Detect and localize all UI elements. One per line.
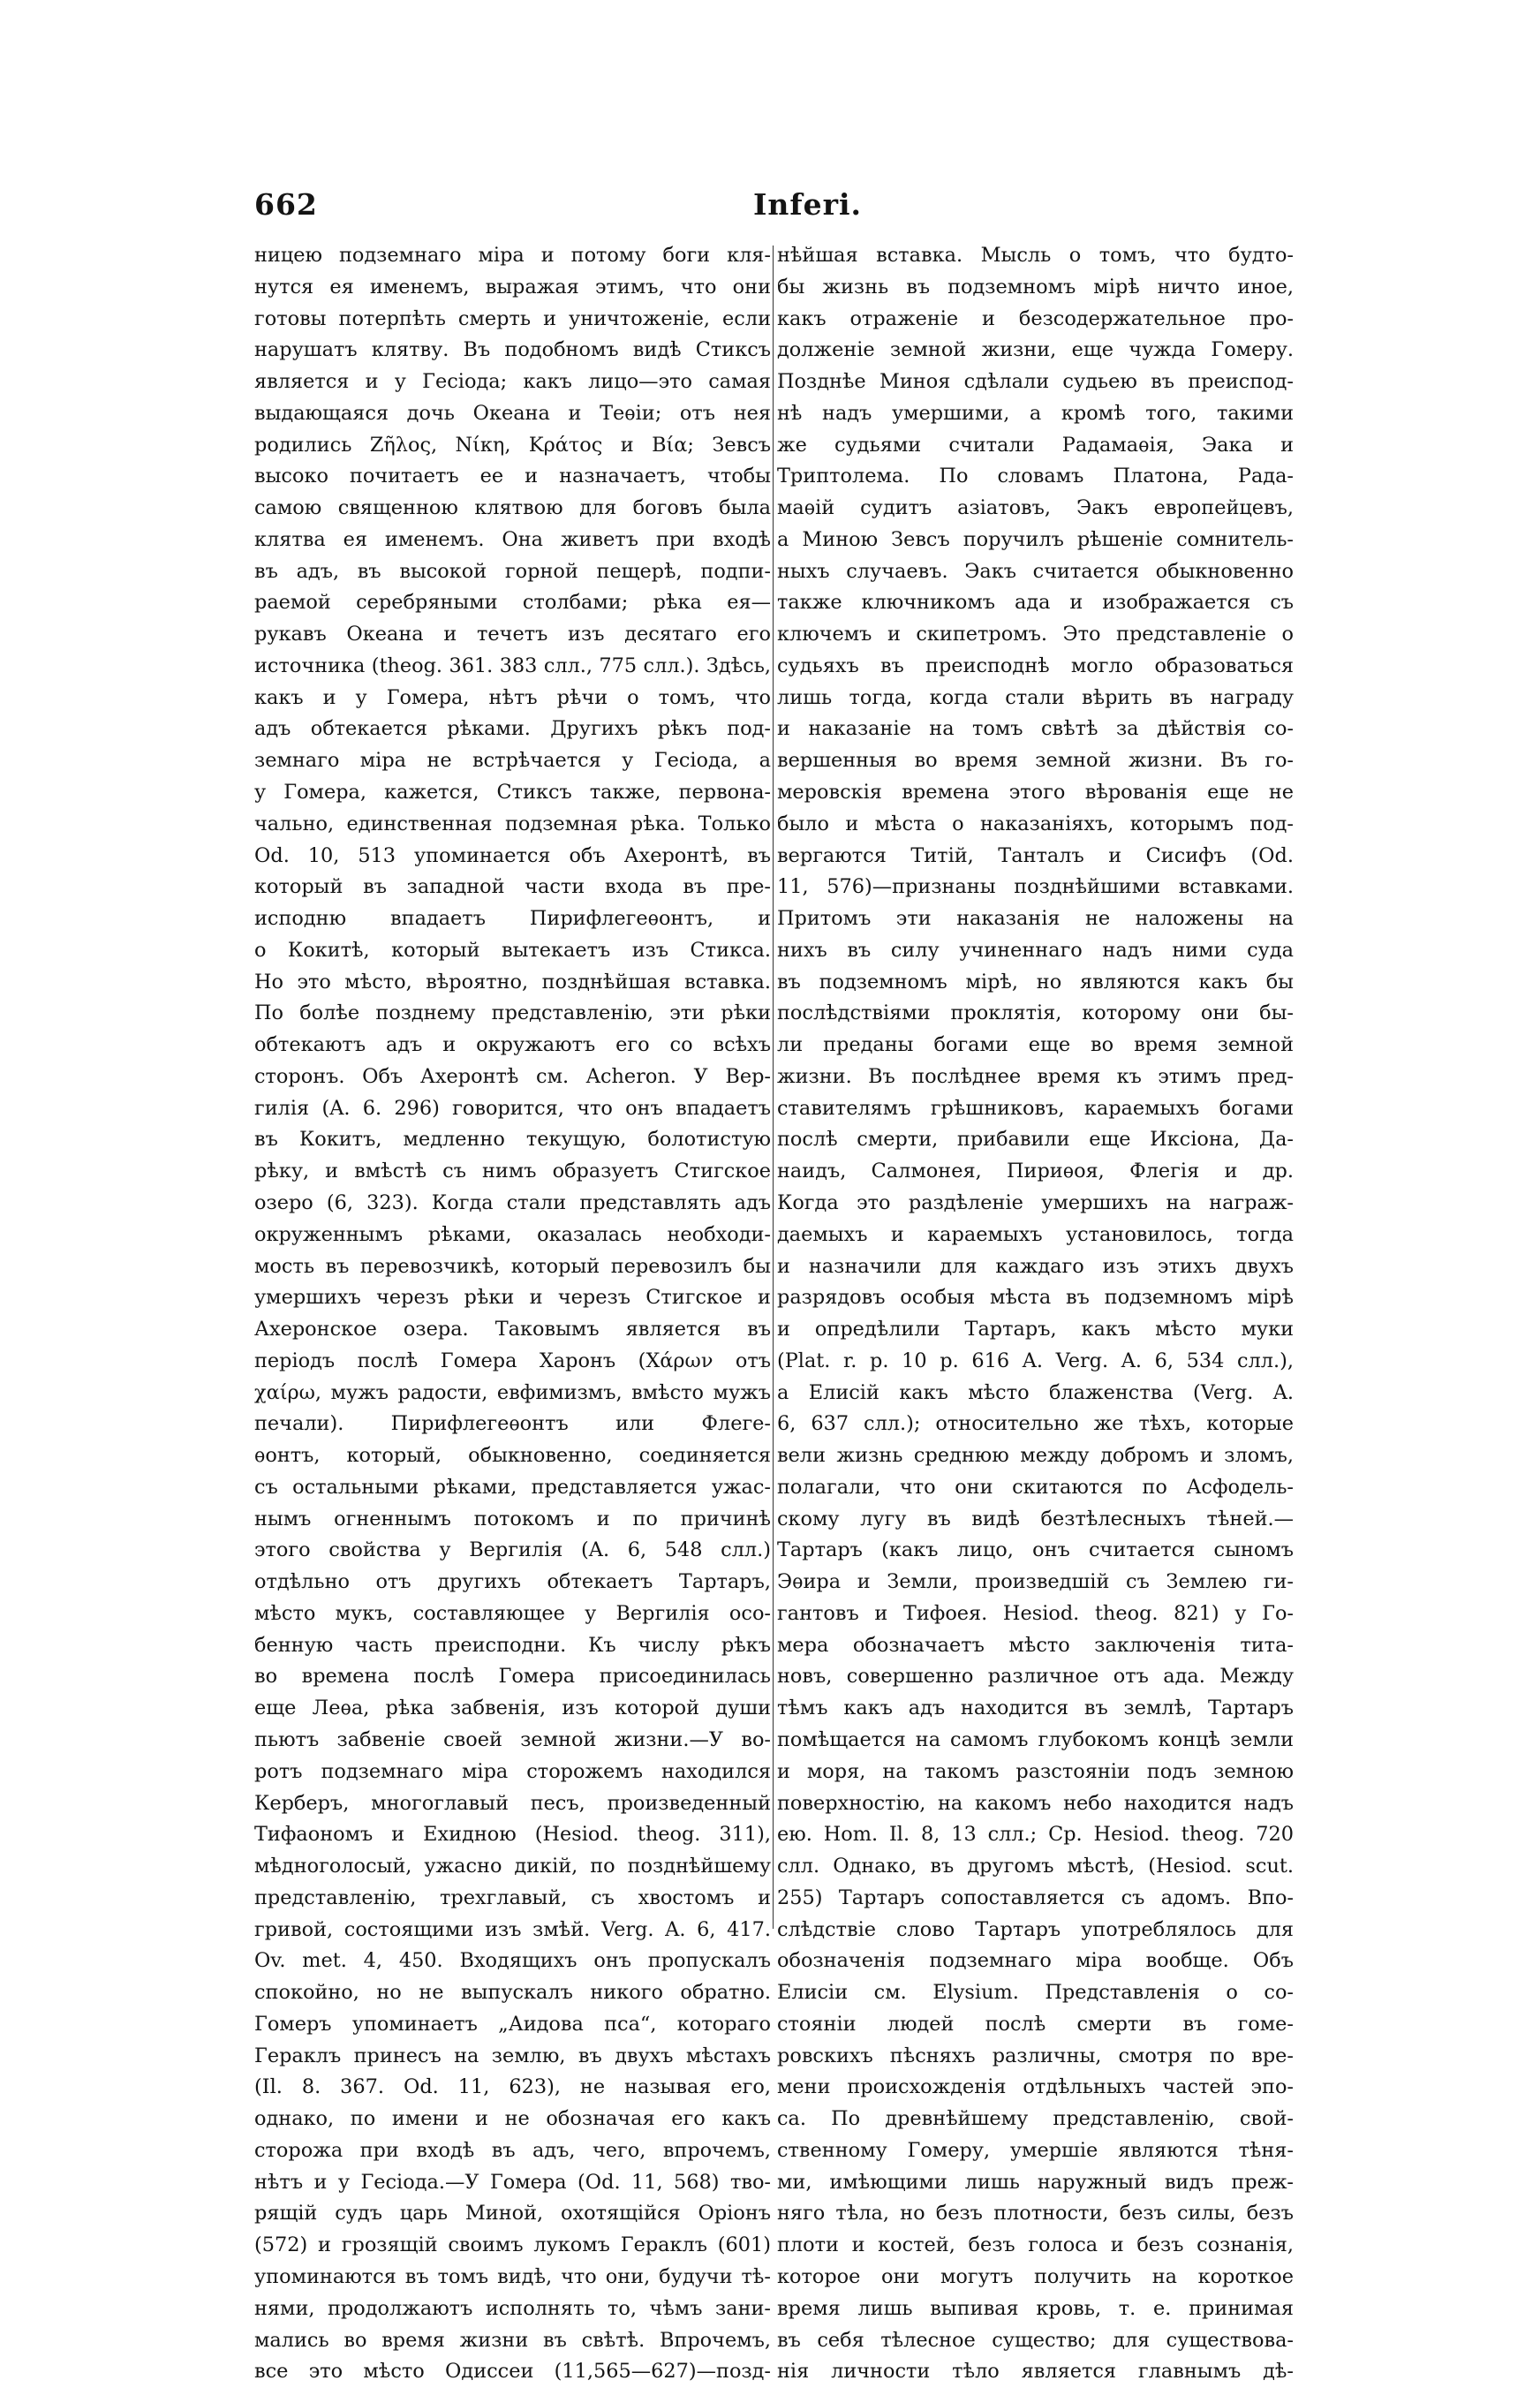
text-line: ею. Hom. Il. 8, 13 слл.; Ср. Hesiod. theog. 720 bbox=[777, 1823, 1294, 1847]
text-line: еще Леѳа, рѣка забвенія, изъ которой души bbox=[254, 1697, 771, 1720]
text-line: у Гомера, кажется, Стиксъ также, первона- bbox=[254, 781, 771, 805]
text-line: и моря, на такомъ разстояніи подъ земною bbox=[777, 1759, 1294, 1783]
text-line: разрядовъ особыя мѣста въ подземномъ мірѣ bbox=[777, 1286, 1294, 1310]
text-line: послѣ смерти, прибавили еще Иксіона, Да- bbox=[777, 1128, 1294, 1152]
text-line: ныхъ случаевъ. Эакъ считается обыкновенно bbox=[777, 559, 1294, 583]
text-line: бенную часть преисподни. Къ числу рѣкъ bbox=[254, 1633, 771, 1657]
text-line: даемыхъ и караемыхъ установилось, тогда bbox=[777, 1222, 1294, 1246]
text-line: печали). Пирифлегеѳонтъ или Флеге- bbox=[254, 1412, 771, 1436]
text-line: нія личности тѣло является главнымъ дѣ- bbox=[777, 2360, 1294, 2384]
text-line: клятва ея именемъ. Она живетъ при входѣ bbox=[254, 527, 771, 551]
text-line: которое они могутъ получить на короткое bbox=[777, 2265, 1294, 2288]
text-line: является и у Гесіода; какъ лицо—это самая bbox=[254, 370, 771, 394]
text-line: полагали, что они скитаются по Асфодель- bbox=[777, 1475, 1294, 1499]
text-line: мени происхожденія отдѣльныхъ частей эпо- bbox=[777, 2075, 1294, 2099]
text-line: ли преданы богами еще во время земной bbox=[777, 1033, 1294, 1057]
text-line: ключемъ и скипетромъ. Это представленіе о bbox=[777, 623, 1294, 646]
text-line: слѣдствіе слово Тартаръ употреблялось для bbox=[777, 1917, 1294, 1941]
text-line: вергаются Титій, Танталъ и Сисифъ (Od. bbox=[777, 843, 1294, 867]
text-line: новъ, совершенно различное отъ ада. Между bbox=[777, 1665, 1294, 1689]
text-line: адъ обтекается рѣками. Другихъ рѣкъ под- bbox=[254, 717, 771, 741]
text-line: этого свойства у Вергилія (A. 6, 548 слл.) bbox=[254, 1538, 771, 1562]
text-line: ровскихъ пѣсняхъ различны, смотря по вре- bbox=[777, 2044, 1294, 2067]
text-line: жизни. Въ послѣднее время къ этимъ пред- bbox=[777, 1064, 1294, 1088]
text-line: выдающаяся дочь Океана и Теѳіи; отъ нея bbox=[254, 401, 771, 425]
text-line: земнаго міра не встрѣчается у Гесіода, а bbox=[254, 749, 771, 773]
text-line: отдѣльно отъ другихъ обтекаетъ Тартаръ, bbox=[254, 1570, 771, 1594]
text-line: какъ и у Гомера, нѣтъ рѣчи о томъ, что bbox=[254, 685, 771, 709]
text-line: чально, единственная подземная рѣка. Только bbox=[254, 812, 771, 835]
text-line: все это мѣсто Одиссеи (11,565—627)—позд- bbox=[254, 2360, 771, 2384]
text-line: высоко почитаетъ ее и назначаетъ, чтобы bbox=[254, 465, 771, 488]
text-line: Гераклъ принесъ на землю, въ двухъ мѣстахъ bbox=[254, 2044, 771, 2067]
text-line: маѳій судитъ азіатовъ, Эакъ европейцевъ, bbox=[777, 496, 1294, 520]
text-line: По болѣе позднему представленію, эти рѣки bbox=[254, 1001, 771, 1025]
text-line: нями, продолжаютъ исполнять то, чѣмъ зани- bbox=[254, 2296, 771, 2320]
text-line: мера обозначаетъ мѣсто заключенія тита- bbox=[777, 1633, 1294, 1657]
text-line: Тифаономъ и Ехидною (Hesiod. theog. 311), bbox=[254, 1823, 771, 1847]
text-line: гривой, состоящими изъ змѣй. Verg. A. 6, 417. bbox=[254, 1917, 771, 1941]
text-line: ми, имѣющими лишь наружный видъ преж- bbox=[777, 2170, 1294, 2194]
text-line: окруженнымъ рѣками, оказалась необходи- bbox=[254, 1222, 771, 1246]
text-line: (Plat. r. p. 10 p. 616 A. Verg. A. 6, 534 слл.), bbox=[777, 1349, 1294, 1372]
left-text-column bbox=[254, 240, 771, 2388]
text-line: источника (theog. 361. 383 слл., 775 слл.). Здѣсь, bbox=[254, 654, 771, 677]
text-line: Елисіи см. Elysium. Представленія о со- bbox=[777, 1981, 1294, 2005]
text-line: нѣ надъ умершими, а кромѣ того, такими bbox=[777, 401, 1294, 425]
text-line: пьютъ забвеніе своей земной жизни.—У во- bbox=[254, 1727, 771, 1751]
text-line: нымъ огненнымъ потокомъ и по причинѣ bbox=[254, 1507, 771, 1530]
text-line: самою священною клятвою для боговъ была bbox=[254, 496, 771, 520]
text-line: однако, по имени и не обозначая его какъ bbox=[254, 2107, 771, 2131]
text-line: же судьями считали Радамаѳія, Эака и bbox=[777, 433, 1294, 457]
text-line: плоти и костей, безъ голоса и безъ сознанія, bbox=[777, 2233, 1294, 2257]
text-line: мались во время жизни въ свѣтѣ. Впрочемъ, bbox=[254, 2328, 771, 2352]
text-line: о Кокитѣ, который вытекаетъ изъ Стикса. bbox=[254, 938, 771, 962]
text-line: Позднѣе Миноя сдѣлали судьею въ преиспод- bbox=[777, 370, 1294, 394]
text-line: и опредѣлили Тартаръ, какъ мѣсто муки bbox=[777, 1318, 1294, 1341]
text-line: съ остальными рѣками, представляется ужас- bbox=[254, 1475, 771, 1499]
text-line: мѣдноголосый, ужасно дикій, по позднѣйшему bbox=[254, 1855, 771, 1878]
text-line: рукавъ Океана и течетъ изъ десятаго его bbox=[254, 623, 771, 646]
text-line: раемой серебряными столбами; рѣка ея— bbox=[254, 591, 771, 615]
text-line: въ подземномъ мірѣ, но являются какъ бы bbox=[777, 970, 1294, 994]
text-line: бы жизнь въ подземномъ мірѣ ничто иное, bbox=[777, 275, 1294, 298]
text-line: и наказаніе на томъ свѣтѣ за дѣйствія со- bbox=[777, 717, 1294, 741]
text-line: время лишь выпивая кровь, т. е. принимая bbox=[777, 2296, 1294, 2320]
text-line: слл. Однако, въ другомъ мѣстѣ, (Hesiod. scut. bbox=[777, 1855, 1294, 1878]
text-line: поверхностію, на какомъ небо находится надъ bbox=[777, 1791, 1294, 1815]
text-line: ственному Гомеру, умершіе являются тѣня- bbox=[777, 2138, 1294, 2162]
text-line: χαίρω, мужъ радости, евфимизмъ, вмѣсто мужъ bbox=[254, 1380, 771, 1404]
text-line: долженіе земной жизни, еще чужда Гомеру. bbox=[777, 338, 1294, 362]
text-line: во времена послѣ Гомера присоединилась bbox=[254, 1665, 771, 1689]
text-line: умершихъ черезъ рѣки и черезъ Стигское и bbox=[254, 1286, 771, 1310]
text-line: вели жизнь среднюю между добромъ и зломъ, bbox=[777, 1444, 1294, 1468]
text-line: Керберъ, многоглавый песъ, произведенный bbox=[254, 1791, 771, 1815]
text-line: рящій судъ царь Миной, охотящійся Оріонъ bbox=[254, 2202, 771, 2226]
text-line: вершенныя во время земной жизни. Въ го- bbox=[777, 749, 1294, 773]
text-line: а Миною Зевсъ поручилъ рѣшеніе сомнитель- bbox=[777, 527, 1294, 551]
text-line: меровскія времена этого вѣрованія еще не bbox=[777, 781, 1294, 805]
text-line: исподню впадаетъ Пирифлегеѳонтъ, и bbox=[254, 907, 771, 931]
text-line: Но это мѣсто, вѣроятно, позднѣйшая вставка. bbox=[254, 970, 771, 994]
text-line: судьяхъ въ преисподнѣ могло образоваться bbox=[777, 654, 1294, 677]
text-line: въ Кокитъ, медленно текущую, болотистую bbox=[254, 1128, 771, 1152]
text-line: послѣдствіями проклятія, которому они бы- bbox=[777, 1001, 1294, 1025]
text-line: Притомъ эти наказанія не наложены на bbox=[777, 907, 1294, 931]
text-line: нихъ въ силу учиненнаго надъ ними суда bbox=[777, 938, 1294, 962]
text-line: обозначенія подземнаго міра вообще. Объ bbox=[777, 1949, 1294, 1973]
text-line: 6, 637 слл.); относительно же тѣхъ, которые bbox=[777, 1412, 1294, 1436]
text-line: было и мѣста о наказаніяхъ, которымъ под- bbox=[777, 812, 1294, 835]
text-line: са. По древнѣйшему представленію, свой- bbox=[777, 2107, 1294, 2131]
text-line: какъ отраженіе и безсодержательное про- bbox=[777, 306, 1294, 330]
text-line: также ключникомъ ада и изображается съ bbox=[777, 591, 1294, 615]
text-line: Гомеръ упоминаетъ „Аидова пса“, котораго bbox=[254, 2012, 771, 2036]
text-line: Od. 10, 513 упоминается объ Ахеронтѣ, въ bbox=[254, 843, 771, 867]
text-line: сторонъ. Объ Ахеронтѣ см. Acheron. У Вер- bbox=[254, 1064, 771, 1088]
right-text-column bbox=[777, 240, 1294, 2388]
text-line: (Il. 8. 367. Od. 11, 623), не называя его, bbox=[254, 2075, 771, 2099]
text-line: Ov. met. 4, 450. Входящихъ онъ пропускалъ bbox=[254, 1949, 771, 1973]
text-line: скому лугу въ видѣ безтѣлесныхъ тѣней.— bbox=[777, 1507, 1294, 1530]
running-head bbox=[254, 187, 1302, 231]
text-line: періодъ послѣ Гомера Харонъ (Χάρων отъ bbox=[254, 1349, 771, 1372]
text-line: мость въ перевозчикѣ, который перевозилъ бы bbox=[254, 1254, 771, 1278]
text-line: нарушатъ клятву. Въ подобномъ видѣ Стиксъ bbox=[254, 338, 771, 362]
text-line: (572) и грозящій своимъ лукомъ Гераклъ (601) bbox=[254, 2233, 771, 2257]
text-line: наидъ, Салмонея, Пириѳоя, Флегія и др. bbox=[777, 1160, 1294, 1183]
text-line: Когда это раздѣленіе умершихъ на награж- bbox=[777, 1190, 1294, 1214]
text-line: мѣсто мукъ, составляющее у Вергилія осо- bbox=[254, 1601, 771, 1625]
text-line: Ахеронское озера. Таковымъ является въ bbox=[254, 1318, 771, 1341]
text-line: въ себя тѣлесное существо; для существова- bbox=[777, 2328, 1294, 2352]
text-line: который въ западной части входа въ пре- bbox=[254, 875, 771, 899]
text-line: упоминаются въ томъ видѣ, что они, будучи тѣ- bbox=[254, 2265, 771, 2288]
text-line: спокойно, но не выпускалъ никого обратно. bbox=[254, 1981, 771, 2005]
text-line: а Елисій какъ мѣсто блаженства (Verg. A. bbox=[777, 1380, 1294, 1404]
text-line: тѣмъ какъ адъ находится въ землѣ, Тартаръ bbox=[777, 1697, 1294, 1720]
text-line: гантовъ и Тифоея. Hesiod. theog. 821) у Го- bbox=[777, 1601, 1294, 1625]
page-number: 662 bbox=[254, 187, 318, 222]
text-line: и назначили для каждаго изъ этихъ двухъ bbox=[777, 1254, 1294, 1278]
text-line: няго тѣла, но безъ плотности, безъ силы, безъ bbox=[777, 2202, 1294, 2226]
text-line: готовы потерпѣть смерть и уничтоженіе, если bbox=[254, 306, 771, 330]
text-line: родились Ζῆλος, Νίκη, Κράτος и Βία; Зевсъ bbox=[254, 433, 771, 457]
text-line: нѣтъ и у Гесіода.—У Гомера (Od. 11, 568) тво- bbox=[254, 2170, 771, 2194]
text-line: 11, 576)—признаны позднѣйшими вставками. bbox=[777, 875, 1294, 899]
text-line: нутся ея именемъ, выражая этимъ, что они bbox=[254, 275, 771, 298]
text-line: ницею подземнаго міра и потому боги кля- bbox=[254, 244, 771, 267]
column-divider bbox=[773, 246, 774, 1929]
text-line: представленію, трехглавый, съ хвостомъ и bbox=[254, 1885, 771, 1909]
text-line: обтекаютъ адъ и окружаютъ его со всѣхъ bbox=[254, 1033, 771, 1057]
text-line: ѳонтъ, который, обыкновенно, соединяется bbox=[254, 1444, 771, 1468]
running-title: Inferi. bbox=[753, 187, 863, 222]
text-line: гилія (A. 6. 296) говорится, что онъ впадаетъ bbox=[254, 1096, 771, 1120]
text-line: Тартаръ (какъ лицо, онъ считается сыномъ bbox=[777, 1538, 1294, 1562]
text-line: сторожа при входѣ въ адъ, чего, впрочемъ, bbox=[254, 2138, 771, 2162]
text-line: Триптолема. По словамъ Платона, Рада- bbox=[777, 465, 1294, 488]
text-line: нѣйшая вставка. Мысль о томъ, что будто- bbox=[777, 244, 1294, 267]
text-line: стояніи людей послѣ смерти въ гоме- bbox=[777, 2012, 1294, 2036]
text-line: ставителямъ грѣшниковъ, караемыхъ богами bbox=[777, 1096, 1294, 1120]
text-line: 255) Тартаръ сопоставляется съ адомъ. Впо- bbox=[777, 1885, 1294, 1909]
text-line: помѣщается на самомъ глубокомъ концѣ земли bbox=[777, 1727, 1294, 1751]
text-line: въ адъ, въ высокой горной пещерѣ, подпи- bbox=[254, 559, 771, 583]
text-line: рѣку, и вмѣстѣ съ нимъ образуетъ Стигское bbox=[254, 1160, 771, 1183]
text-line: озеро (6, 323). Когда стали представлять адъ bbox=[254, 1190, 771, 1214]
text-line: Эѳира и Земли, произведшій съ Землею ги- bbox=[777, 1570, 1294, 1594]
text-line: лишь тогда, когда стали вѣрить въ награду bbox=[777, 685, 1294, 709]
text-line: ротъ подземнаго міра сторожемъ находился bbox=[254, 1759, 771, 1783]
